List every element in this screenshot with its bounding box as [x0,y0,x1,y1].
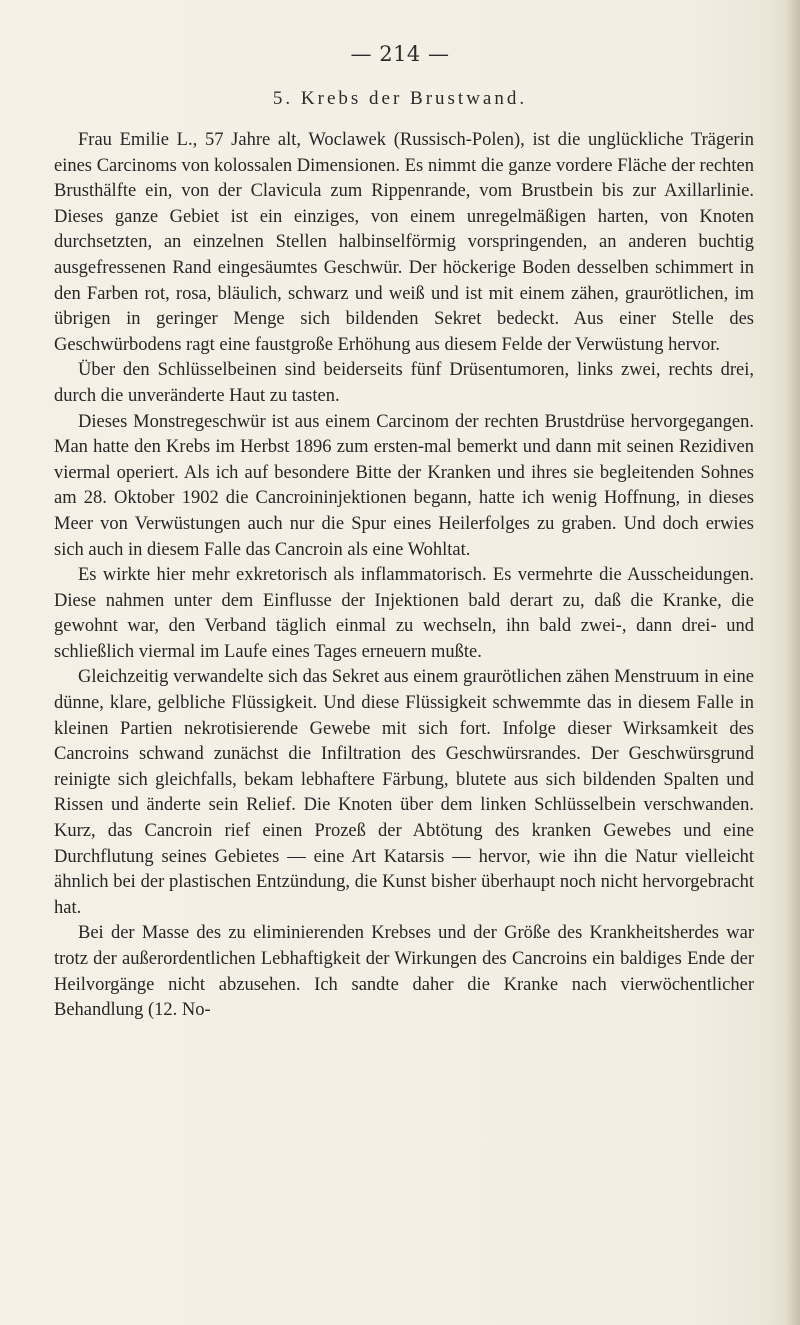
paragraph-1: Frau Emilie L., 57 Jahre alt, Woclawek (Russisch-Polen), ist die unglückliche Trägerin eines Carcinoms von kolossalen Dimensionen. Es nimmt die ganze vordere Fläche der rechten Brusthälfte ein, von der Clavicula zum Rippenrande, vom Brustbein bis zur Axillarlinie. Dieses ganze Gebiet ist ein einziges, von einem unregelmäßigen harten, von Knoten durchsetzten, an einzelnen Stellen halbinselförmig vorspringenden, an anderen buchtig ausgefressenen Rand eingesäumtes Geschwür. Der höckerige Boden desselben schimmert in den Farben rot, rosa, bläulich, schwarz und weiß und ist mit einem zähen, graurötlichen, im übrigen in geringer Menge sich bildenden Sekret bedeckt. Aus einer Stelle des Geschwürbodens ragt eine faustgroße Erhöhung aus diesem Felde der Verwüstung hervor. [54,130,754,355]
section-title: 5. Krebs der Brustwand. [272,88,528,109]
paragraph-3: Dieses Monstregeschwür ist aus einem Carcinom der rechten Brustdrüse hervorgegangen. Man hatte den Krebs im Herbst 1896 zum ersten-mal bemerkt und dann mit seinen Rezidiven viermal operiert. Als ich auf besondere Bitte der Kranken und ihres sie begleitenden Sohnes am 28. Oktober 1902 die Cancroininjektionen begann, hatte ich wenig Hoffnung, in dieses Meer von Verwüstungen auch nur die Spur eines Heilerfolges zu graben. Und doch erwies sich auch in diesem Falle das Cancroin als eine Wohltat. [54,411,754,560]
paragraph-6: Bei der Masse des zu eliminierenden Krebses und der Größe des Krankheitsherdes war trotz der außerordentlichen Lebhaftigkeit der Wirkungen des Cancroins ein baldiges Ende der Heilvorgänge nicht abzusehen. Ich sandte daher die Kranke nach vierwöchentlicher Behandlung (12. No- [54,923,754,1021]
paragraph-2: Über den Schlüsselbeinen sind beiderseits fünf Drüsentumoren, links zwei, rechts drei, durch die unveränderte Haut zu tasten. [54,360,754,406]
paragraph-4: Es wirkte hier mehr exkretorisch als inflammatorisch. Es vermehrte die Ausscheidungen. Diese nahmen unter dem Einflusse der Injektionen bald derart zu, daß die Kranke, die gewohnt war, den Verband täglich einmal zu wechseln, ihn bald zwei-, dann drei- und schließlich viermal im Laufe eines Tages erneuern mußte. [54,565,754,662]
paragraph-5: Gleichzeitig verwandelte sich das Sekret aus einem graurötlichen zähen Menstruum in eine dünne, klare, gelbliche Flüssigkeit. Und diese Flüssigkeit schwemmte das in diesem Falle in kleinen Partien nekrotisierende Gewebe mit sich fort. Infolge dieser Wirksamkeit des Cancroins schwand zunächst die Infiltration des Geschwürsrandes. Der Geschwürsgrund reinigte sich gleichfalls, bekam lebhaftere Färbung, blutete aus sich bildenden Spalten und Rissen und änderte sein Relief. Die Knoten über dem linken Schlüsselbein verschwanden. Kurz, das Cancroin rief einen Prozeß der Abtötung des kranken Gewebes und eine Durchflutung seines Gebietes — eine Art Katarsis — hervor, wie ihn die Natur vielleicht ähnlich bei der plastischen Entzündung, die Kunst bisher überhaupt noch nicht hervorgebracht hat. [54,667,754,918]
page-edge-shadow [786,0,800,1325]
page-number-header: — 214 — [350,42,450,66]
body-text [54,128,754,1024]
